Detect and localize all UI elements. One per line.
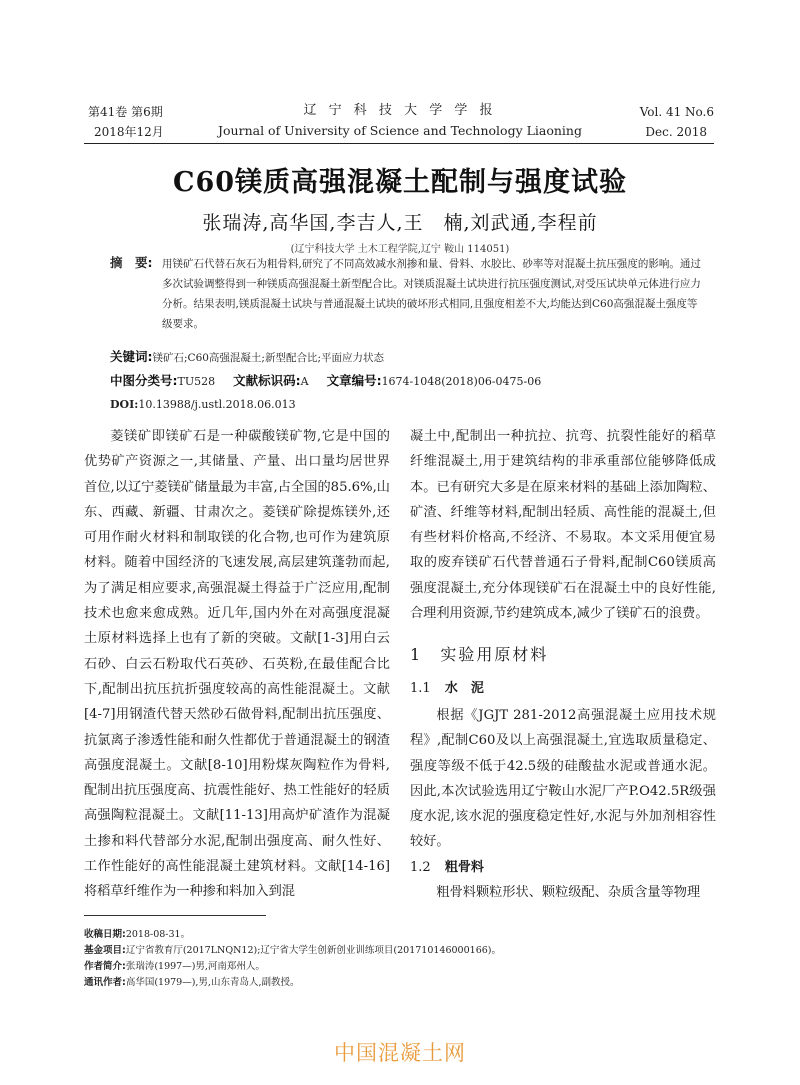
footnote-rule (84, 915, 266, 916)
doi-line (110, 393, 296, 412)
author-bio (84, 959, 724, 975)
right-column (410, 424, 716, 905)
subsection-heading-1-1 (410, 676, 716, 701)
article-number-label: 文章编号: (326, 373, 382, 388)
section-1-number: 1 (410, 645, 423, 665)
clc-value: TU528 (177, 375, 216, 388)
journal-name-en: Journal of University of Science and Technology Liaoning (218, 123, 582, 138)
keywords-line (110, 346, 702, 368)
received-label: 收稿日期: (84, 929, 126, 940)
subsection-1-1-title: 水 泥 (444, 680, 484, 696)
section-1-title: 实验用原材料 (440, 645, 549, 665)
corresponding-author (84, 975, 724, 991)
abstract (110, 253, 702, 334)
subsection-1-2-number: 1.2 (410, 859, 431, 875)
keywords-text: 镁矿石;C60高强混凝土;新型配合比;平面应力状态 (152, 352, 385, 364)
footnotes (84, 927, 724, 991)
fund-info (84, 943, 724, 959)
keywords-label: 关键词: (110, 349, 153, 364)
paper-title: C60镁质高强混凝土配制与强度试验 (172, 167, 628, 198)
received-value: 2018-08-31。 (125, 929, 191, 940)
site-watermark: 中国混凝土网 (334, 1041, 466, 1065)
volume-issue-en: Vol. 41 No.6 (639, 105, 714, 119)
author-bio-value: 张瑞涛(1997—)男,河南郑州人。 (125, 961, 265, 972)
subsection-1-1-number: 1.1 (410, 680, 431, 696)
author-list: 张瑞涛,高华国,李吉人,王 楠,刘武通,李程前 (202, 212, 598, 234)
doc-code-value: A (300, 375, 309, 388)
affiliation: (辽宁科技大学 土木工程学院,辽宁 鞍山 114051) (290, 244, 510, 255)
clc-label: 中图分类号: (110, 373, 178, 388)
subsection-heading-1-2 (410, 855, 716, 880)
abstract-block (110, 253, 702, 334)
received-date (84, 927, 724, 943)
doi-label: DOI: (110, 398, 139, 411)
coarse-aggregate-paragraph: 粗骨料颗粒形状、颗粒级配、杂质含量等物理 (436, 885, 701, 901)
corresponding-label: 通讯作者: (84, 977, 126, 988)
section-heading-1 (410, 642, 716, 669)
fund-label: 基金项目: (84, 945, 126, 956)
intro-paragraph: 菱镁矿即镁矿石是一种碳酸镁矿物,它是中国的优势矿产资源之一,其储量、产量、出口量均居世界首位,以辽宁菱镁矿储量最为丰富,占全国的85.6%,山东、西藏、新疆、甘肃次之。菱镁矿除提炼镁外,还可用作耐火材料和制取镁的化合物,也可作为建筑原材料。随着中国经济的飞速发展,高层建筑蓬勃而起,为了满足相应要求,高强混凝土得益于广泛应用,配制技术也愈来愈成熟。近几年,国内外在对高强度混凝土原材料选择上也有了新的突破。文献[1-3]用白云石砂、白云石粉取代石英砂、石英粉,在最佳配合比下,配制出抗压抗折强度较高的高性能混凝土。文献[4-7]用钢渣代替天然砂石做骨料,配制出抗压强度、抗氯离子渗透性能和耐久性都优于普通混凝土的钢渣高强度混凝土。文献[8-10]用粉煤灰陶粒作为骨料,配制出抗压强度高、抗震性能好、热工性能好的轻质高强陶粒混凝土。文献[11-13]用高炉矿渣作为混凝土掺和料代替部分水泥,配制出强度高、耐久性好、工作性能好的高性能混凝土建筑材料。文献[14-16]将稻草纤维作为一种掺和料加入到混 (84, 429, 390, 900)
classification-line (110, 370, 710, 389)
subsection-1-2-title: 粗骨料 (444, 859, 484, 875)
abstract-label: 摘 要: (110, 255, 153, 270)
date-en: Dec. 2018 (645, 125, 707, 139)
intro-continued: 凝土中,配制出一种抗拉、抗弯、抗裂性能好的稻草纤维混凝土,用于建筑结构的非承重部位能够降低成本。已有研究大多是在原来材料的基础上添加陶粒、矿渣、纤维等材料,配制出轻质、高性能的混凝土,但有些材料价格高,不经济、不易取。本文采用便宜易取的废弃镁矿石代替普通石子骨料,配制C60镁质高强度混凝土,充分体现镁矿石在混凝土中的良好性能,合理利用资源,节约建筑成本,减少了镁矿石的浪费。 (410, 429, 716, 622)
fund-value: 辽宁省教育厅(2017LNQN12);辽宁省大学生创新创业训练项目(201710146000166)。 (125, 945, 501, 956)
doi-value: 10.13988/j.ustl.2018.06.013 (138, 398, 296, 411)
author-bio-label: 作者简介: (84, 961, 126, 972)
cement-paragraph: 根据《JGJT 281-2012高强混凝土应用技术规程》,配制C60及以上高强混凝土,宜选取质量稳定、强度等级不低于42.5级的硅酸盐水泥或普通水泥。因此,本次试验选用辽宁鞍山水泥厂产P.O42.5R级强度水泥,该水泥的强度稳定性好,水泥与外加剂相容性较好。 (410, 707, 716, 850)
left-column (84, 424, 390, 905)
journal-name-cn: 辽 宁 科 技 大 学 学 报 (303, 103, 497, 118)
doc-code-label: 文献标识码: (233, 373, 301, 388)
header-rule (84, 143, 714, 144)
corresponding-value: 高华国(1979—),男,山东青岛人,副教授。 (125, 977, 300, 988)
date-cn: 2018年12月 (94, 125, 164, 139)
article-number-value: 1674-1048(2018)06-0475-06 (381, 375, 542, 388)
abstract-text: 用镁矿石代替石灰石为粗骨料,研究了不同高效减水剂掺和量、骨料、水胶比、砂率等对混凝土抗压强度的影响。通过多次试验调整得到一种镁质高强混凝土新型配合比。对镁质混凝土试块进行抗压强度测试,对受压试块单元体进行应力分析。结果表明,镁质混凝土试块与普通混凝土试块的破坏形式相同,且强度相差不大,均能达到C60高强混凝土强度等级要求。 (162, 258, 701, 330)
volume-issue-cn: 第41卷 第6期 (88, 105, 163, 119)
